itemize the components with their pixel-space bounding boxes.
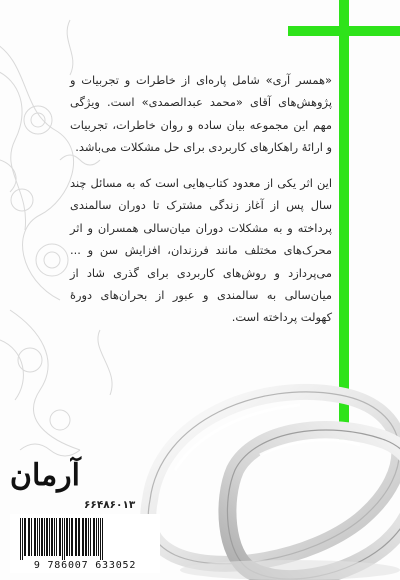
barcode-bar xyxy=(49,518,50,556)
barcode-bar xyxy=(90,518,91,556)
barcode-bar xyxy=(82,518,84,556)
barcode-bar xyxy=(71,518,73,556)
barcode-bar xyxy=(98,518,99,556)
barcode-bar xyxy=(41,518,43,556)
barcode-bar xyxy=(85,518,87,556)
isbn-barcode xyxy=(10,514,160,573)
barcode-bar xyxy=(66,518,68,556)
barcode-bar xyxy=(28,518,30,556)
barcode-bars xyxy=(18,518,152,560)
barcode-bar xyxy=(96,518,97,556)
barcode-bar xyxy=(20,518,21,560)
barcode-bar xyxy=(100,518,101,560)
barcode-bar xyxy=(62,518,63,560)
barcode-bar xyxy=(69,518,70,556)
barcode-bar xyxy=(22,518,23,560)
publisher-logo: آرمان xyxy=(9,458,80,493)
barcode-digits: 9 786007 633052 xyxy=(33,560,137,571)
barcode-bar xyxy=(34,518,36,556)
barcode-bar xyxy=(75,518,77,556)
barcode-bar xyxy=(93,518,95,556)
barcode-bar xyxy=(46,518,48,556)
barcode-bar xyxy=(78,518,80,556)
blurb-text-1: «همسر آری» شامل پاره‌ای از خاطرات و تجربیات و پژوهش‌های آقای «محمد عبدالصمدی» است. ویژگی مهم این مجموعه بیان ساده و روان خاطرات، تجربیات و ارائهٔ راهکارهای کاربردی برای حل مشکلات می‌باشد. xyxy=(70,73,332,155)
barcode-bar xyxy=(51,518,53,556)
barcode-bar xyxy=(54,518,55,556)
barcode-bar xyxy=(88,518,89,556)
barcode-bar xyxy=(102,518,103,560)
barcode-bar xyxy=(59,518,61,556)
barcode-bar xyxy=(44,518,45,556)
barcode-bar xyxy=(24,518,26,556)
blurb-text-2: این اثر یکی از معدود کتاب‌هایی است که به مسائل چند سال پس از آغاز زندگی مشترک تا دوران سالمندی پرداخته و به مشکلات دوران میان‌سالی همسران و اثر محرک‌های مختلف مانند فرزندان، افزایش سن و ... می‌پردازد و روش‌های کاربردی برای گذری شاد از میان‌سالی به سالمندی و عبور از بحران‌های دورهٔ کهولت پرداخته است. xyxy=(70,176,332,325)
publisher-phone: ۶۶۴۸۶۰۱۳ xyxy=(84,499,136,511)
barcode-bar xyxy=(31,518,32,556)
barcode-bar xyxy=(56,518,57,556)
barcode-bar xyxy=(37,518,38,556)
barcode-bar xyxy=(64,518,65,560)
barcode-bar xyxy=(39,518,40,556)
